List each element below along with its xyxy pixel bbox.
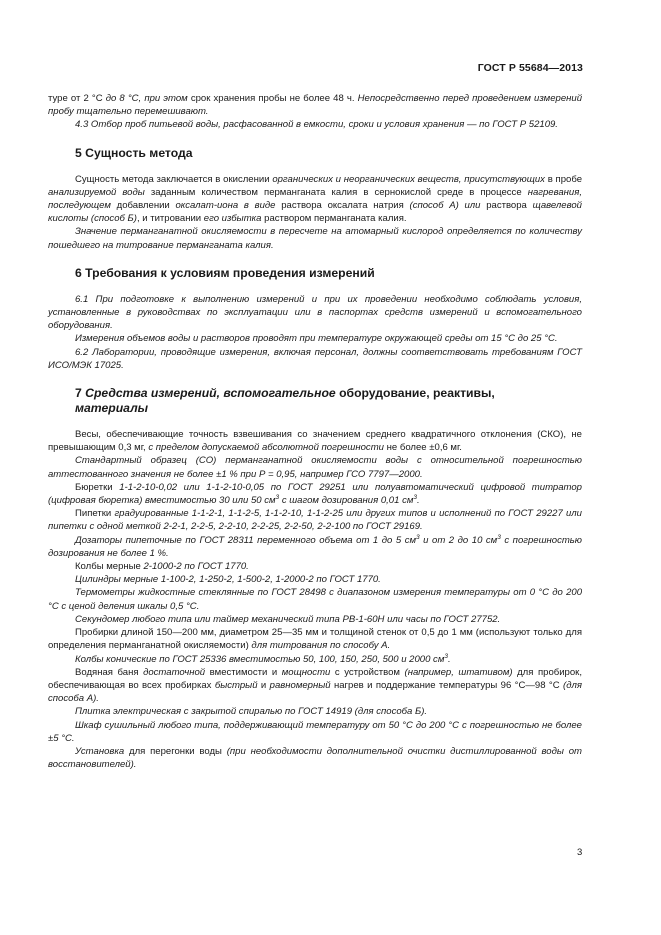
text-run: раствором перманганата калия.: [261, 213, 407, 225]
text-run: Термометры жидкостные стеклянные по ГОСТ 28498 с диапазоном измерения температуры от 0 °С до 200 °С с ценой деления шкалы 0,5 °С.: [48, 587, 582, 612]
text-run: Дозаторы пипеточные по ГОСТ 28311 переменного объема от 1 до 5 см: [75, 534, 417, 546]
text-run: его избытка: [203, 213, 262, 225]
text-run: и от 2 до 10 см: [419, 534, 498, 546]
text-run: .: [448, 653, 451, 665]
text-run: раствора оксалата натрия: [275, 200, 410, 212]
equipment-list-item: [48, 705, 582, 718]
text-run: для титрования по способу А.: [251, 640, 391, 652]
text-run: .: [417, 495, 420, 507]
text-run: раствора: [480, 200, 533, 212]
equipment-list-item: [48, 666, 582, 706]
section-5-paragraph-2: Значение перманганатной окисляемости в пересчете на атомарный кислород определяется по количеству пошедшего на титрование перманганата калия.: [48, 226, 582, 251]
text-run: для пробирок, обеспечивающая во всех пробирках: [48, 666, 583, 691]
equipment-list-item: [48, 534, 582, 560]
equipment-list-item: [48, 613, 582, 626]
section-5-paragraph-1: [48, 173, 582, 226]
text-run: Водяная баня: [75, 666, 144, 678]
text-run: Установка: [75, 745, 129, 757]
text-run: Сущность метода заключается в окислении: [75, 173, 273, 185]
text-run: нагрев и поддержание температуры 96 °С—98 °С: [330, 679, 564, 691]
text-run: 3: [416, 533, 420, 541]
text-run: 3: [444, 652, 449, 660]
text-run: Стандартный образец (СО) перманганатной окисляемости воды с относительной погрешностью аттестованного значения не более ±1 % при Р = 0,95, например ГСО 7797—2000.: [48, 455, 582, 480]
page-number: 3: [577, 847, 583, 858]
text-run: Пипетки: [75, 508, 115, 520]
intro-paragraph-1: туре от 2 °С до 8 °С, при этом срок хранения пробы не более 48 ч. Непосредственно перед проведением измерений пробу тщательно перемешивают.: [48, 93, 582, 118]
text-run: с шагом дозирования 0,01 см: [279, 495, 414, 507]
text-run: с устройством: [330, 666, 405, 678]
equipment-list-item: [48, 653, 582, 666]
equipment-list-item: [48, 719, 582, 745]
text-run: с погрешностью дозирования не более 1 %.: [48, 534, 582, 559]
equipment-list-item: [48, 626, 582, 652]
document-body: [48, 92, 582, 771]
text-run: 3: [413, 493, 418, 501]
text-run: для перегонки воды: [129, 745, 222, 757]
section-5-title: 5 Сущность метода: [75, 145, 193, 160]
text-run: Цилиндры мерные 1-100-2, 1-250-2, 1-500-2, 1-2000-2 по ГОСТ 1770.: [75, 574, 381, 586]
text-run: градуированные 1-1-2-1, 1-1-2-5, 1-1-2-10, 1-1-2-25 или других типов и исполнений по ГОСТ 29227 или пипетки с одной меткой 2-2-1, 2-2-5, 2-2-10, 2-2-25, 2-2-50, 2-2-100 по ГОСТ 29169.: [48, 508, 582, 533]
text-run: не более ±0,6 мг.: [383, 442, 462, 454]
text-run: Секундомер любого типа или таймер механический типа РВ-1-60Н или часы по ГОСТ 27752.: [75, 613, 501, 625]
text-run: добавлении: [110, 200, 176, 212]
text-run: (например, штативом): [404, 666, 513, 678]
text-run: , и титровании: [136, 213, 204, 225]
equipment-list-item: [48, 481, 582, 507]
text-run: Колбы конические по ГОСТ 25336 вместимостью 50, 100, 150, 250, 500 и 2000 см: [75, 653, 445, 665]
text-run: 3: [275, 493, 280, 501]
section-6-paragraph-3: 6.2 Лаборатории, проводящие измерения, включая персонал, должны соответствовать требованиям ГОСТ ИСО/МЭК 17025.: [48, 346, 582, 371]
text-run: равномерный: [269, 679, 331, 691]
text-run: быстрый: [214, 679, 258, 691]
text-run: с пределом допускаемой абсолютной погрешности: [148, 442, 384, 454]
text-run: оксалат-иона в виде: [175, 200, 276, 212]
text-run: (способ А) или: [409, 200, 481, 212]
text-run: Колбы мерные: [75, 561, 144, 573]
section-7-title: 7 Средства измерений, вспомогательное оборудование, реактивы, материалы: [75, 386, 495, 416]
text-run: нагревания, последующем: [48, 186, 582, 212]
text-run: Бюретки: [75, 481, 120, 493]
section-6-paragraph-1: 6.1 При подготовке к выполнению измерений и при их проведении необходимо соблюдать условия, установленные в руководствах по эксплуатации или в паспортах средств измерений и вспомогательного оборудования.: [48, 293, 582, 332]
equipment-list-item: [48, 745, 582, 771]
text-run: достаточной: [143, 666, 206, 678]
text-run: 1-1-2-10-0,02 или 1-1-2-10-0,05 по ГОСТ 29251 или полуавтоматический цифровой титратор (цифровая бюретка) вместимостью 30 или 50 см: [48, 481, 582, 507]
text-run: Шкаф сушильный любого типа, поддерживающий температуру от 50 °С до 200 °С с погрешностью не более ±5 °С.: [48, 719, 582, 744]
text-run: и: [257, 679, 270, 691]
intro-paragraph-2: 4.3 Отбор проб питьевой воды, расфасованной в емкости, сроки и условия хранения — по ГОСТ Р 52109.: [75, 119, 558, 131]
text-run: Пробирки длиной 150—200 мм, диаметром 25—35 мм и толщиной стенок от 0,5 до 1 мм (используют только для определения перманганатной окисляемости): [48, 627, 582, 652]
text-run: органических и неорганических веществ, присутствующих: [272, 173, 545, 185]
text-run: Весы, обеспечивающие точность взвешивания со значением среднего квадратичного отклонения (СКО), не превышающим 0,3 мг,: [48, 429, 582, 454]
section-6-title: 6 Требования к условиям проведения измерений: [75, 265, 375, 280]
text-run: мощности: [281, 666, 331, 678]
text-run: 3: [497, 533, 501, 541]
equipment-list-item: [48, 454, 582, 480]
text-run: 2-1000-2 по ГОСТ 1770.: [143, 561, 249, 573]
text-run: в пробе: [544, 173, 582, 185]
section-6-paragraph-2: Измерения объемов воды и растворов проводят при температуре окружающей среды от 15 °С до 25 °С.: [75, 333, 558, 345]
document-header: ГОСТ Р 55684—2013: [477, 62, 583, 74]
text-run: Плитка электрическая с закрытой спиралью по ГОСТ 14919 (для способа Б).: [75, 706, 428, 718]
text-run: вместимости и: [205, 666, 282, 678]
equipment-list-item: [48, 507, 582, 533]
text-run: щавелевой кислоты (способ Б): [48, 200, 582, 225]
equipment-list-item: [48, 573, 582, 586]
text-run: (при необходимости дополнительной очистки дистиллированной воды от восстановителей).: [48, 745, 582, 771]
section-7-list: [48, 428, 582, 771]
equipment-list-item: [48, 428, 582, 454]
text-run: анализируемой воды: [48, 186, 145, 198]
text-run: (для способа А).: [48, 679, 582, 705]
equipment-list-item: [48, 586, 582, 612]
equipment-list-item: [48, 560, 582, 573]
text-run: заданным количеством перманганата калия в сернокислой среде в процессе: [144, 186, 528, 198]
